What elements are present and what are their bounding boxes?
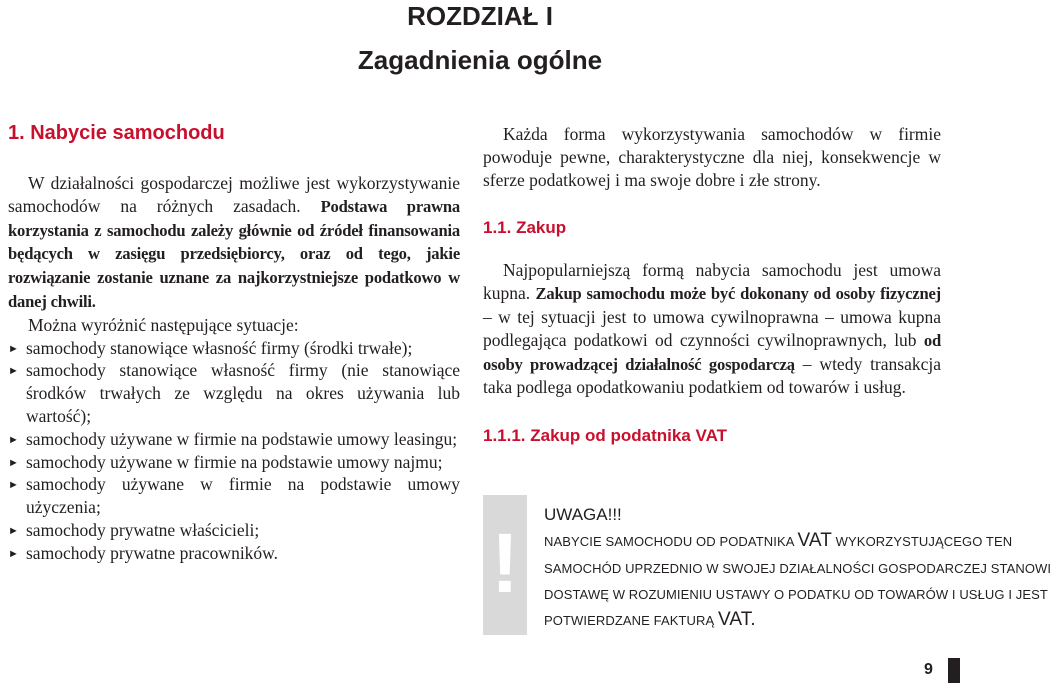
bullet-triangle-icon: ►	[8, 365, 19, 378]
intro-text: W działalności gospodarczej możliwe jest wykorzystywanie samochodów na różnych zasadach.	[8, 173, 460, 216]
bullet-triangle-icon: ►	[8, 456, 19, 469]
warning-box	[483, 495, 1051, 635]
bullet-triangle-icon: ►	[8, 342, 19, 355]
warning-sidebar	[483, 495, 527, 635]
purchase-bold-text-2: od osoby prowadzącej działalność gospodarczą	[483, 330, 941, 374]
section-heading-1-1: 1.1. Zakup	[483, 218, 567, 238]
intro-paragraph	[8, 172, 460, 314]
warning-line: SAMOCHÓD UPRZEDNIO W SWOJEJ DZIAŁALNOŚCI GOSPODARCZEJ STANOWI	[544, 561, 1051, 576]
bullet-triangle-icon: ►	[8, 524, 19, 537]
bullet-triangle-icon: ►	[8, 479, 19, 492]
warning-title: UWAGA!!!	[544, 505, 622, 524]
page-edge-marker	[948, 658, 960, 683]
list-item: ► samochody stanowiące własność firmy (środki trwałe);	[8, 337, 413, 358]
warning-line: NABYCIE SAMOCHODU OD PODATNIKA VAT WYKORZYSTUJĄCEGO TEN	[544, 530, 1013, 551]
purchase-bold-text-1: Zakup samochodu może być dokonany od osoby fizycznej	[535, 284, 941, 304]
bullet-triangle-icon: ►	[8, 547, 19, 560]
list-item: ► samochody używane w firmie na podstawie umowy leasingu;	[8, 428, 458, 449]
list-item: ► samochody stanowiące własność firmy (nie stanowiące środków trwałych ze względu na okres używania lub wartość);	[8, 360, 460, 426]
left-column	[8, 120, 460, 565]
list-item: ► samochody używane w firmie na podstawie umowy użyczenia;	[8, 474, 460, 518]
bullet-triangle-icon: ►	[8, 433, 19, 446]
right-column	[483, 123, 941, 447]
list-item: ► samochody używane w firmie na podstawie umowy najmu;	[8, 451, 443, 472]
section-heading-1: 1. Nabycie samochodu	[8, 122, 225, 144]
situations-list	[8, 337, 460, 565]
forms-paragraph: Każda forma wykorzystywania samochodów w firmie powoduje pewne, charakterystyczne dla niej, konsekwencje w sferze podatkowej i ma swoje dobre i złe strony.	[483, 124, 941, 190]
list-item: ► samochody prywatne właścicieli;	[8, 519, 260, 540]
purchase-paragraph: Najpopularniejszą formą nabycia samochodu jest umowa kupna. Zakup samochodu może być dokonany od osoby fizycznej – w tej sytuacji jest to umowa cywilnoprawna – umowa kupna podlegająca podatkowi od czynności cywilnoprawnych, lub od osoby prowadzącej działalność gospodarczą – wtedy transakcja taka podlega opodatkowaniu podatkiem od towarów i usług.	[483, 260, 942, 398]
page-number: 9	[924, 661, 933, 678]
situations-intro: Można wyróżnić następujące sytuacje:	[28, 314, 299, 335]
warning-line: DOSTAWĘ W ROZUMIENIU USTAWY O PODATKU OD TOWARÓW I USŁUG I JEST	[544, 587, 1048, 602]
warning-line: POTWIERDZANE FAKTURĄ VAT.	[544, 609, 756, 630]
section-heading-1-1-1: 1.1.1. Zakup od podatnika VAT	[483, 426, 728, 446]
chapter-title: Zagadnienia ogólne	[357, 45, 603, 75]
intro-bold-text: Podstawa prawna korzystania z samochodu zależy głównie od źródeł finansowania będących w zasięgu przedsiębiorcy, oraz od tego, jakie rozwiązanie zostanie uznane za najkorzystniejsze podatkowo w danej chwili.	[8, 196, 460, 311]
exclamation-icon: !	[491, 516, 519, 610]
list-item: ► samochody prywatne pracowników.	[8, 542, 279, 563]
chapter-label: ROZDZIAŁ I	[407, 1, 553, 31]
